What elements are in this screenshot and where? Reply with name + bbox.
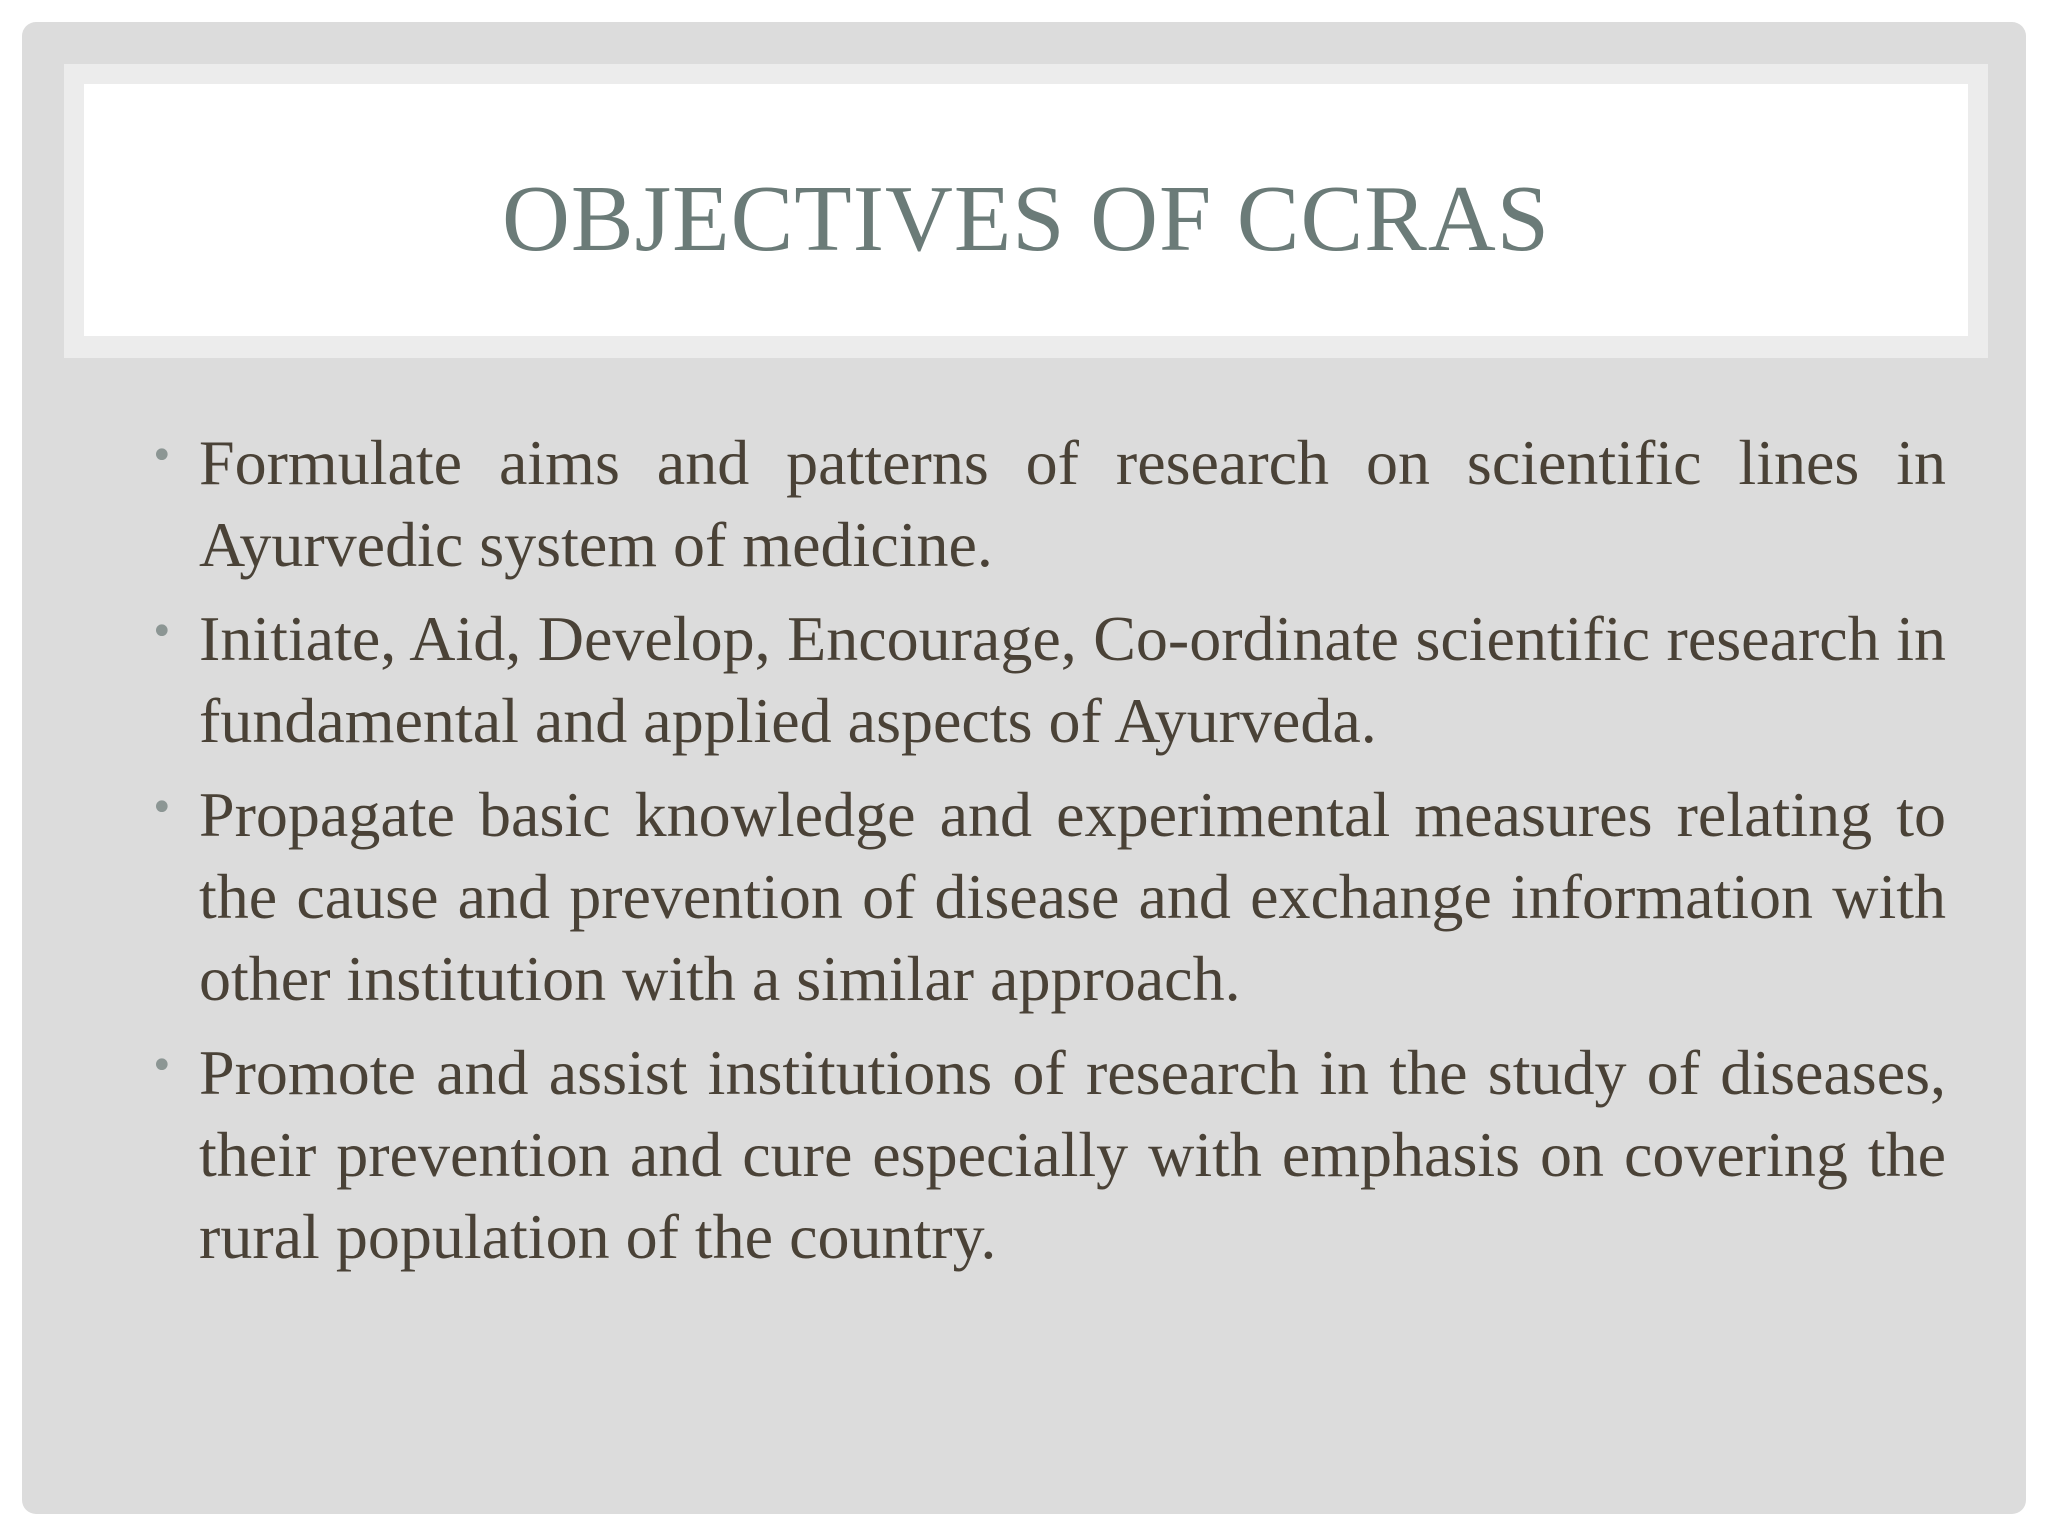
bullet-text: Formulate aims and patterns of research on scientific lines in Ayurvedic system of medicine. [199,427,1946,580]
bullet-item [144,422,1946,586]
bullet-item [144,1032,1946,1278]
bullet-item [144,774,1946,1020]
bullet-dot-icon: • [150,785,174,831]
bullet-dot-icon: • [150,433,174,479]
slide [22,22,2026,1514]
bullet-text: Initiate, Aid, Develop, Encourage, Co-ordinate scientific research in fundamental and applied aspects of Ayurveda. [199,603,1946,756]
bullet-dot-icon: • [150,609,174,655]
title-band [64,64,1988,358]
bullet-text: Promote and assist institutions of research in the study of diseases, their prevention and cure especially with emphasis on covering the rural population of the country. [199,1037,1946,1272]
bullet-dot-icon: • [150,1043,174,1089]
slide-title: OBJECTIVES OF CCRAS [502,167,1550,271]
title-box [84,84,1968,336]
bullet-text: Propagate basic knowledge and experimental measures relating to the cause and prevention of disease and exchange information with other institution with a similar approach. [199,779,1946,1014]
slide-content [144,422,1946,1290]
bullet-item [144,598,1946,762]
bullet-list [144,422,1946,1278]
